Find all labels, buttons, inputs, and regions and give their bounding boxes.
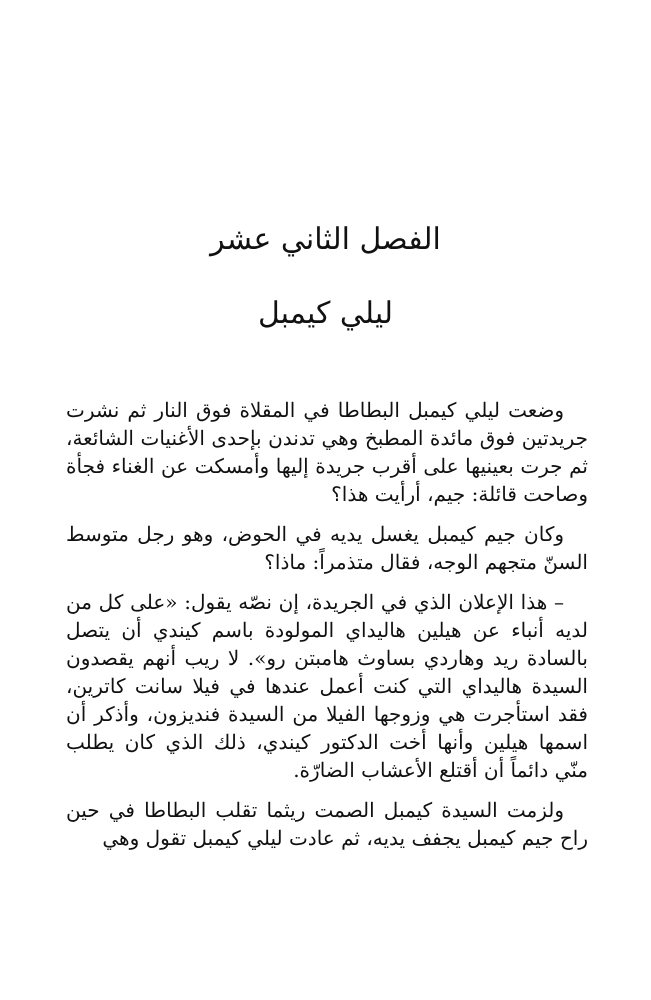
paragraph-1: وضعت ليلي كيمبل البطاطا في المقلاة فوق النار ثم نشرت جريدتين فوق مائدة المطبخ وهي تدندن بإحدى الأغنيات الشائعة، ثم جرت بعينيها على أقرب جريدة إليها وأمسكت عن الغناء فجأة وصاحت قائلة: جيم، أرأيت هذا؟ bbox=[66, 398, 588, 506]
chapter-heading bbox=[0, 220, 651, 334]
paragraph-4: ولزمت السيدة كيمبل الصمت ريثما تقلب البطاطا في حين راح جيم كيمبل يجفف يديه، ثم عادت ليلي كيمبل تقول وهي bbox=[66, 798, 588, 850]
chapter-body bbox=[66, 396, 588, 864]
chapter-title: الفصل الثاني عشر bbox=[210, 222, 441, 257]
chapter-subtitle: ليلي كيمبل bbox=[257, 296, 394, 331]
paragraph-2: وكان جيم كيمبل يغسل يديه في الحوض، وهو رجل متوسط السنّ متجهم الوجه، فقال متذمراً: ماذا؟ bbox=[66, 522, 588, 574]
paragraph-3: – هذا الإعلان الذي في الجريدة، إن نصّه يقول: «على كل من لديه أنباء عن هيلين هاليداي المولودة باسم كيندي أن يتصل بالسادة ريد وهاردي بساوث هامبتن رو». لا ريب أنهم يقصدون السيدة هاليداي التي كنت أعمل عندها في فيلا سانت كاترين، فقد استأجرت هي وزوجها الفيلا من السيدة فنديزون، وأذكر أن اسمها هيلين وأنها أخت الدكتور كيندي، ذلك الذي كان يطلب منّي دائماً أن أقتلع الأعشاب الضارّة. bbox=[66, 590, 588, 782]
